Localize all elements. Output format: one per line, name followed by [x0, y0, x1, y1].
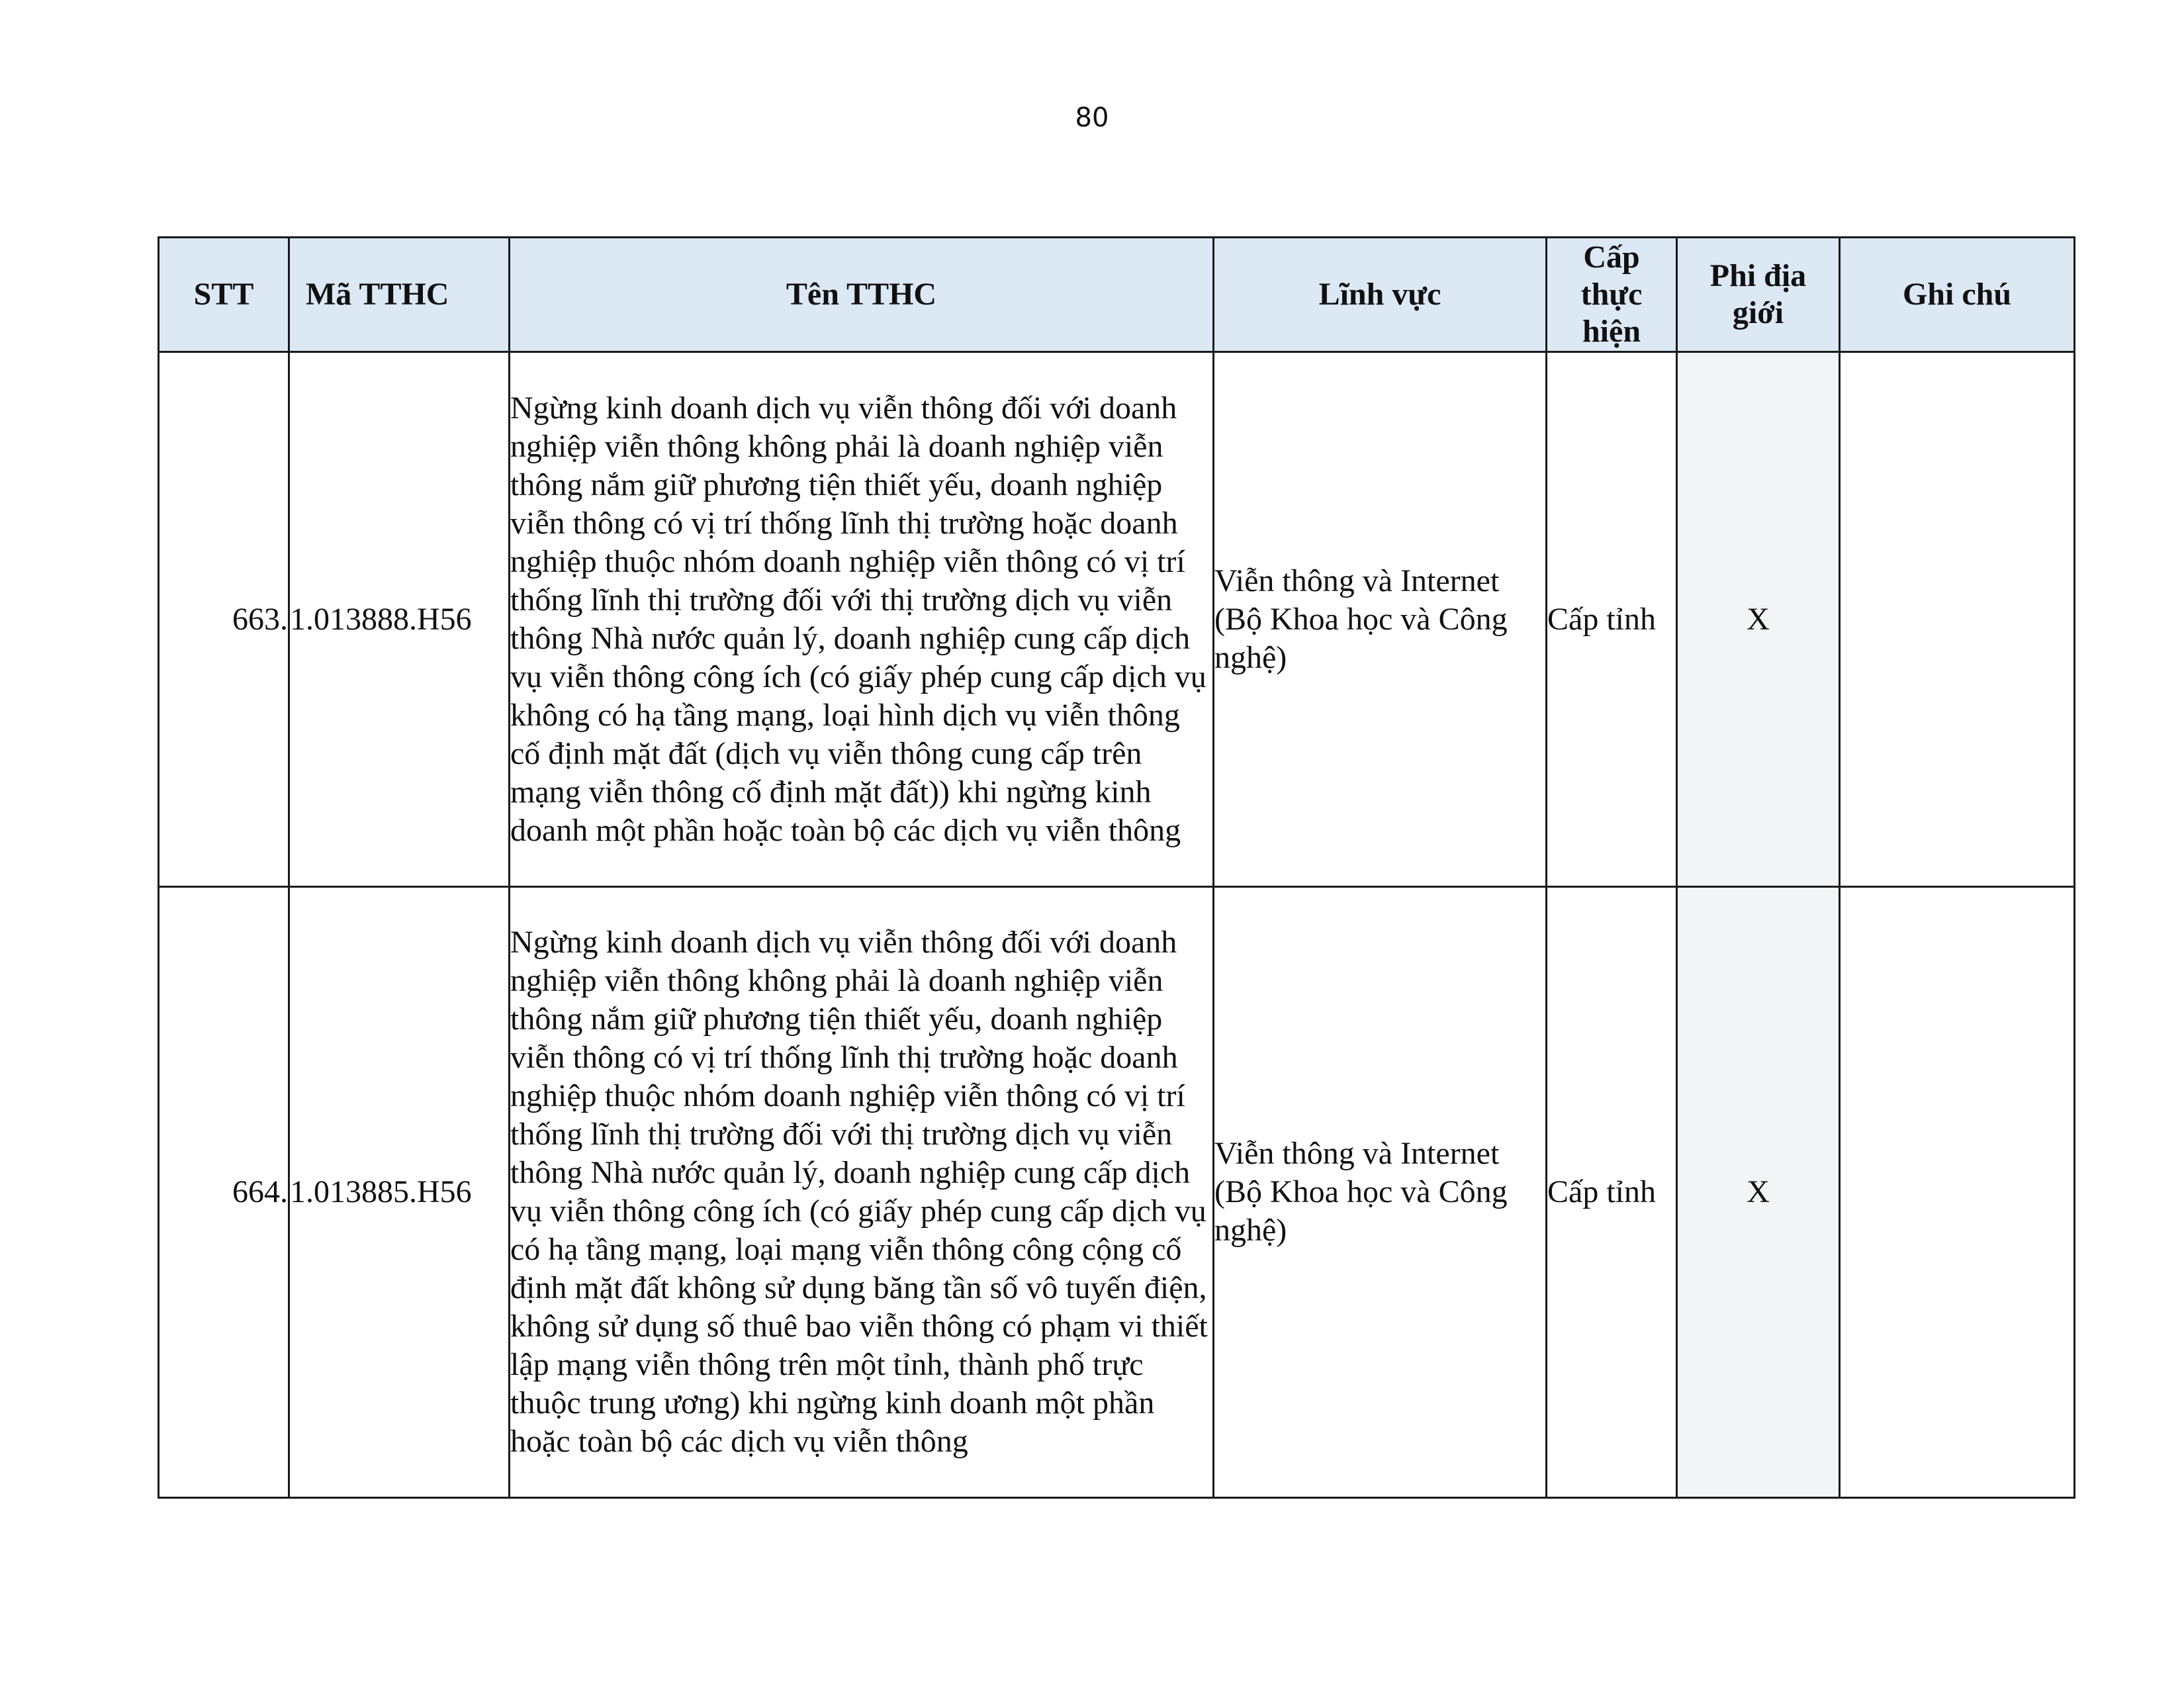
procedures-table: [158, 236, 2075, 1499]
row-level: Cấp tỉnh: [1547, 352, 1677, 887]
row-nonbound-mark: X: [1677, 887, 1840, 1498]
header-level-line-3: hiện: [1582, 314, 1641, 349]
row-name: Ngừng kinh doanh dịch vụ viễn thông đối với doanh nghiệp viễn thông không phải là doanh nghiệp viễn thông nắm giữ phương tiện thiết yếu, doanh nghiệp viễn thông có vị trí thống lĩnh thị trường hoặc doanh nghiệp thuộc nhóm doanh nghiệp viễn thông có vị trí thống lĩnh thị trường đối với thị trường dịch vụ viễn thông Nhà nước quản lý, doanh nghiệp cung cấp dịch vụ viễn thông công ích (có giấy phép cung cấp dịch vụ có hạ tầng mạng, loại mạng viễn thông công cộng cố định mặt đất không sử dụng băng tần số vô tuyến điện, không sử dụng số thuê bao viễn thông có phạm vi thiết lập mạng viễn thông trên một tỉnh, thành phố trực thuộc trung ương) khi ngừng kinh doanh một phần hoặc toàn bộ các dịch vụ viễn thông: [510, 887, 1214, 1498]
header-nonbound-line-2: giới: [1732, 295, 1784, 330]
row-note: [1840, 352, 2075, 887]
row-field: Viễn thông và Internet (Bộ Khoa học và Công nghệ): [1214, 887, 1547, 1498]
table-row: [159, 352, 2075, 887]
header-name: Tên TTHC: [510, 238, 1214, 352]
row-name: Ngừng kinh doanh dịch vụ viễn thông đối với doanh nghiệp viễn thông không phải là doanh nghiệp viễn thông nắm giữ phương tiện thiết yếu, doanh nghiệp viễn thông có vị trí thống lĩnh thị trường hoặc doanh nghiệp thuộc nhóm doanh nghiệp viễn thông có vị trí thống lĩnh thị trường đối với thị trường dịch vụ viễn thông Nhà nước quản lý, doanh nghiệp cung cấp dịch vụ viễn thông công ích (có giấy phép cung cấp dịch vụ không có hạ tầng mạng, loại hình dịch vụ viễn thông cố định mặt đất (dịch vụ viễn thông cung cấp trên mạng viễn thông cố định mặt đất)) khi ngừng kinh doanh một phần hoặc toàn bộ các dịch vụ viễn thông: [510, 352, 1214, 887]
header-nonbound: [1677, 238, 1840, 352]
row-note: [1840, 887, 2075, 1498]
row-stt: 664.: [159, 887, 289, 1498]
table-row: [159, 887, 2075, 1498]
row-nonbound-mark: X: [1677, 352, 1840, 887]
header-nonbound-line-1: Phi địa: [1709, 258, 1807, 293]
row-code: 1.013885.H56: [289, 887, 510, 1498]
header-code: Mã TTHC: [289, 238, 510, 352]
header-field: Lĩnh vực: [1214, 238, 1547, 352]
row-stt: 663.: [159, 352, 289, 887]
header-note: Ghi chú: [1840, 238, 2075, 352]
header-level: [1547, 238, 1677, 352]
header-level-line-2: thực: [1580, 277, 1643, 312]
page-number: 80: [1075, 103, 1109, 133]
row-code: 1.013888.H56: [289, 352, 510, 887]
row-level: Cấp tỉnh: [1547, 887, 1677, 1498]
header-stt: STT: [159, 238, 289, 352]
table-header-row: [159, 238, 2075, 352]
header-level-line-1: Cấp: [1583, 240, 1640, 275]
row-field: Viễn thông và Internet (Bộ Khoa học và Công nghệ): [1214, 352, 1547, 887]
